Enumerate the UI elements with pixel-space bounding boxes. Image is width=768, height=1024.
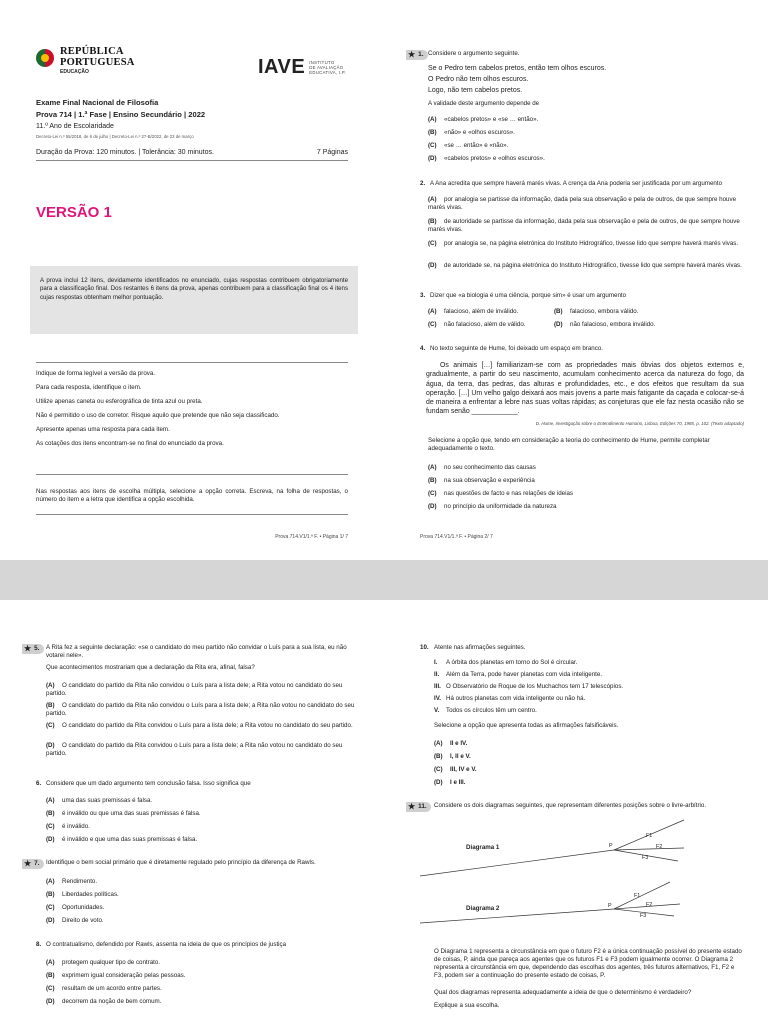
answer-option[interactable]: (B) falacioso, embora válido. [554, 308, 639, 315]
diagram-1 [420, 820, 684, 876]
answer-option[interactable]: (A) protegem qualquer tipo de contrato. [46, 959, 161, 966]
hume-quote: Os animais […] familiarizam-se com as propriedades mais óbvias dos objetos externos e, gradualmente, a partir do seu nascimento, acumulam conhecimento acerca da natureza do fogo, da água, da terra, das pedras, das alturas e profundidades, etc., e dos efeitos que resultam da sua operação. […] Um velho galgo deixará aos mais jovens a parte mais fatigante da caçada e colocar-se-á de maneira a enfrentar a lebre nas suas voltas rápidas; as conjeturas que ele faz nesta ocasião não se fundam senão ____________. [426, 362, 744, 416]
question-stem: 4. No texto seguinte de Hume, foi deixado um espaço em branco. [420, 345, 604, 352]
diagram-explanation: O Diagrama 1 representa a circunstância em que o futuro F2 é a única continuação possível do presente estado de coisas, P, ainda que pareça aos agentes que os futuros F1 e F3 podem igualmente ocorrer. O Diagrama 2 representa a circunstância em que, dependendo das escolhas dos agentes, três futuros alternativos, F1, F2 e F3, podem ser a continuação do presente estado de coisas, P. [434, 948, 742, 979]
mandatory-item-marker: ★ 5. [22, 644, 44, 654]
answer-option[interactable]: (D) O candidato do partido da Rita convidou o Luís para a lista dele; a Rita não votou no candidato do seu partido. [46, 742, 343, 757]
instruction-item: Indique de forma legível a versão da prova. [36, 370, 156, 377]
statement-item: IV. Há outros planetas com vida inteligente ou não há. [434, 695, 586, 702]
exam-title: Exame Final Nacional de Filosofia [36, 98, 159, 107]
question-prompt: Selecione a opção que, tendo em consideração a teoria do conhecimento de Hume, permite completar adequadamente o texto. [428, 437, 710, 452]
answer-option[interactable]: (A) II e IV. [434, 740, 468, 747]
divider [36, 474, 348, 475]
diagram-1-label: Diagrama 1 [466, 844, 500, 851]
diagram-1-f2: F2 [656, 844, 663, 850]
mandatory-item-marker: ★ 1. [406, 50, 428, 60]
school-year: 11.º Ano de Escolaridade [36, 123, 114, 130]
republica-portuguesa-logo: REPÚBLICA PORTUGUESA EDUCAÇÃO [36, 46, 135, 76]
answer-option[interactable]: (B) Liberdades políticas. [46, 891, 119, 898]
diagram-2-trunk [420, 909, 614, 923]
diagram-1-f3: F3 [642, 855, 649, 861]
page-2 [384, 0, 768, 560]
statement-item: III. O Observatório de Roque de los Muchachos tem 17 telescópios. [434, 683, 624, 690]
answer-option[interactable]: (D) não falacioso, embora inválido. [554, 321, 656, 328]
answer-option[interactable]: (C) nas questões de facto e nas relações de ideias [428, 490, 573, 497]
answer-option[interactable]: (C) resultam de um acordo entre partes. [46, 985, 162, 992]
page-count: 7 Páginas [316, 149, 348, 156]
question-stem: A Rita fez a seguinte declaração: «se o candidato do meu partido não convidar o Luís para a sua lista, eu não votarei nele». [46, 644, 347, 659]
answer-option[interactable]: (A) O candidato do partido da Rita não convidou o Luís para a lista dele; a Rita votou no candidato do seu partido. [46, 682, 343, 697]
answer-option[interactable]: (D) decorrem da noção de bem comum. [46, 998, 162, 1005]
page-footer: Prova 714.V1/1.ª F. • Página 2/ 7 [420, 534, 493, 540]
instruction-item: Utilize apenas caneta ou esferográfica de tinta azul ou preta. [36, 398, 203, 405]
divider [36, 514, 348, 515]
decree-reference: Decreto-Lei n.º 55/2018, de 6 de julho | Decreto-Lei n.º 27-B/2022, de 23 de março [36, 134, 194, 139]
answer-option[interactable]: (D) de autoridade se, na página eletrónica do Instituto Hidrográfico, tivesse lido que sempre haverá marés vivas. [428, 262, 742, 269]
exam-code: Prova 714 | 1.ª Fase | Ensino Secundário | 2022 [36, 110, 206, 119]
answer-option[interactable]: (C) não falacioso, além de válido. [428, 321, 526, 328]
answer-option[interactable]: (B) O candidato do partido da Rita não convidou o Luís para a lista dele; a Rita não votou no candidato do seu partido. [46, 702, 355, 717]
answer-option[interactable]: (D) «cabelos pretos» e «olhos escuros». [428, 155, 545, 162]
star-icon: ★ [408, 801, 416, 811]
answer-option[interactable]: (A) no seu conhecimento das causas [428, 464, 536, 471]
instruction-item: As cotações dos itens encontram-se no final do enunciado da prova. [36, 440, 224, 447]
statement-item: II. Além da Terra, pode haver planetas com vida inteligente. [434, 671, 603, 678]
question-stem: 8. O contratualismo, defendido por Rawls, assenta na ideia de que os princípios de justiça [36, 941, 287, 948]
instruction-item: Para cada resposta, identifique o item. [36, 384, 142, 391]
answer-option[interactable]: (A) uma das suas premissas é falsa. [46, 797, 153, 804]
question-prompt: Que acontecimentos mostrariam que a declaração da Rita era, afinal, falsa? [46, 664, 255, 671]
diagram-2-f3: F3 [640, 913, 647, 919]
iave-logo: IAVE INSTITUTO DE AVALIAÇÃO EDUCATIVA, I.P. [258, 56, 346, 78]
question-stem: Considere os dois diagramas seguintes, que representam diferentes posições sobre o livre-arbítrio. [434, 802, 707, 809]
question-stem: 6. Considere que um dado argumento tem conclusão falsa. Isso significa que [36, 780, 251, 787]
diagram-1-f1: F1 [646, 833, 653, 839]
question-prompt: Selecione a opção que apresenta todas as afirmações falsificáveis. [434, 722, 619, 729]
question-instruction: Explique a sua escolha. [434, 1002, 500, 1009]
statement-item: V. Todos os círculos têm um centro. [434, 707, 537, 714]
question-prompt: A validade deste argumento depende de [428, 100, 540, 107]
answer-option[interactable]: (A) por analogia se partisse da informação, dada pela sua observação e pela de outros, de que sempre houve marés vivas. [428, 196, 737, 211]
statement-item: I. A órbita dos planetas em torno do Sol é circular. [434, 659, 578, 666]
answer-option[interactable]: (C) por analogia se, na página eletrónica do Instituto Hidrográfico, tivesse lido que sempre haverá marés vivas. [428, 240, 739, 247]
page-footer: Prova 714.V1/1.ª F. • Página 1/ 7 [275, 534, 348, 540]
answer-option[interactable]: (C) «se … então» e «não». [428, 142, 509, 149]
answer-option[interactable]: (B) na sua observação e experiência [428, 477, 535, 484]
answer-option[interactable]: (A) falacioso, além de inválido. [428, 308, 519, 315]
diagram-2-branch-f1 [614, 882, 670, 909]
question-stem: 10. Atente nas afirmações seguintes. [420, 644, 526, 651]
answer-option[interactable]: (C) Oportunidades. [46, 904, 105, 911]
answer-option[interactable]: (C) III, IV e V. [434, 766, 477, 773]
quote-citation: D. Hume, Investigação sobre o Entendimento Humano, Lisboa, Edições 70, 1985, p. 102. (Texto adaptado) [535, 421, 744, 426]
exam-info-box: A prova inclui 12 itens, devidamente identificados no enunciado, cujas respostas contribuem obrigatoriamente para a classificação final. Dos restantes 6 itens da prova, apenas contribuem para a classificação final os 4 itens cujas respostas obtenham melhor pontuação. [30, 266, 358, 334]
diagram-1-point: P [609, 843, 613, 849]
argument-line: O Pedro não tem olhos escuros. [428, 76, 529, 83]
divider [36, 160, 348, 161]
question-prompt: Qual dos diagramas representa adequadamente a ideia de que o determinismo é verdadeiro? [434, 989, 692, 996]
answer-option[interactable]: (D) Direito de voto. [46, 917, 104, 924]
diagram-2-f1: F1 [634, 893, 641, 899]
answer-option[interactable]: (B) «não» e «olhos escuros». [428, 129, 515, 136]
mandatory-item-marker: ★ 7. [22, 859, 44, 869]
question-stem: Identifique o bem social primário que é diretamente regulado pelo princípio da diferença de Rawls. [46, 859, 316, 866]
page-1 [0, 0, 384, 560]
mandatory-item-marker: ★ 11. [406, 802, 431, 812]
diagram-2-point: P [608, 903, 612, 909]
answer-option[interactable]: (B) exprimem igual consideração pelas pessoas. [46, 972, 186, 979]
version-title: VERSÃO 1 [36, 204, 112, 221]
instruction-item: Não é permitido o uso de corretor. Risque aquilo que pretende que não seja classificado. [36, 412, 280, 419]
answer-option[interactable]: (D) I e III. [434, 779, 466, 786]
answer-option[interactable]: (B) I, II e V. [434, 753, 471, 760]
page-4 [384, 600, 768, 1024]
answer-option[interactable]: (B) de autoridade se partisse da informação, dada pela sua observação e pela de outros, de que sempre houve marés vivas. [428, 218, 740, 233]
instruction-item: Apresente apenas uma resposta para cada item. [36, 426, 170, 433]
question-stem: 2. A Ana acredita que sempre haverá marés vivas. A crença da Ana poderia ser justificada por um argumento [420, 180, 723, 187]
diagram-1-trunk [420, 850, 614, 876]
answer-option[interactable]: (C) O candidato do partido da Rita convidou o Luís para a lista dele; a Rita votou no candidato do seu partido. [46, 722, 353, 729]
page-3 [0, 600, 384, 1024]
answer-option[interactable]: (D) no princípio da uniformidade da natureza [428, 503, 557, 510]
answer-option[interactable]: (B) é inválido ou que uma das suas premissas é falsa. [46, 810, 201, 817]
answer-option[interactable]: (A) «cabelos pretos» e «se … então». [428, 116, 539, 123]
star-icon: ★ [24, 643, 32, 653]
divider [36, 362, 348, 363]
argument-line: Logo, não tem cabelos pretos. [428, 87, 523, 94]
answer-option[interactable]: (C) é inválido. [46, 823, 90, 830]
answer-option[interactable]: (A) Rendimento. [46, 878, 98, 885]
star-icon: ★ [408, 49, 416, 59]
question-stem: 3. Dizer que «a biologia é uma ciência, porque sim» é usar um argumento [420, 292, 627, 299]
diagram-1-branch-f2 [614, 848, 684, 850]
diagram-2-label: Diagrama 2 [466, 905, 500, 912]
question-stem: Considere o argumento seguinte. [428, 50, 520, 57]
exam-duration: Duração da Prova: 120 minutos. | Tolerância: 30 minutos. [36, 149, 214, 156]
star-icon: ★ [24, 858, 32, 868]
free-will-diagrams [384, 810, 768, 930]
multiple-choice-note: Nas respostas aos itens de escolha múltipla, selecione a opção correta. Escreva, na folha de respostas, o número do item e a letra que identifica a opção escolhida. [36, 488, 348, 503]
argument-line: Se o Pedro tem cabelos pretos, então tem olhos escuros. [428, 65, 607, 72]
diagram-2-f2: F2 [646, 902, 653, 908]
answer-option[interactable]: (D) é inválido e que uma das suas premissas é falsa. [46, 836, 198, 843]
flag-emblem-icon [36, 46, 56, 70]
